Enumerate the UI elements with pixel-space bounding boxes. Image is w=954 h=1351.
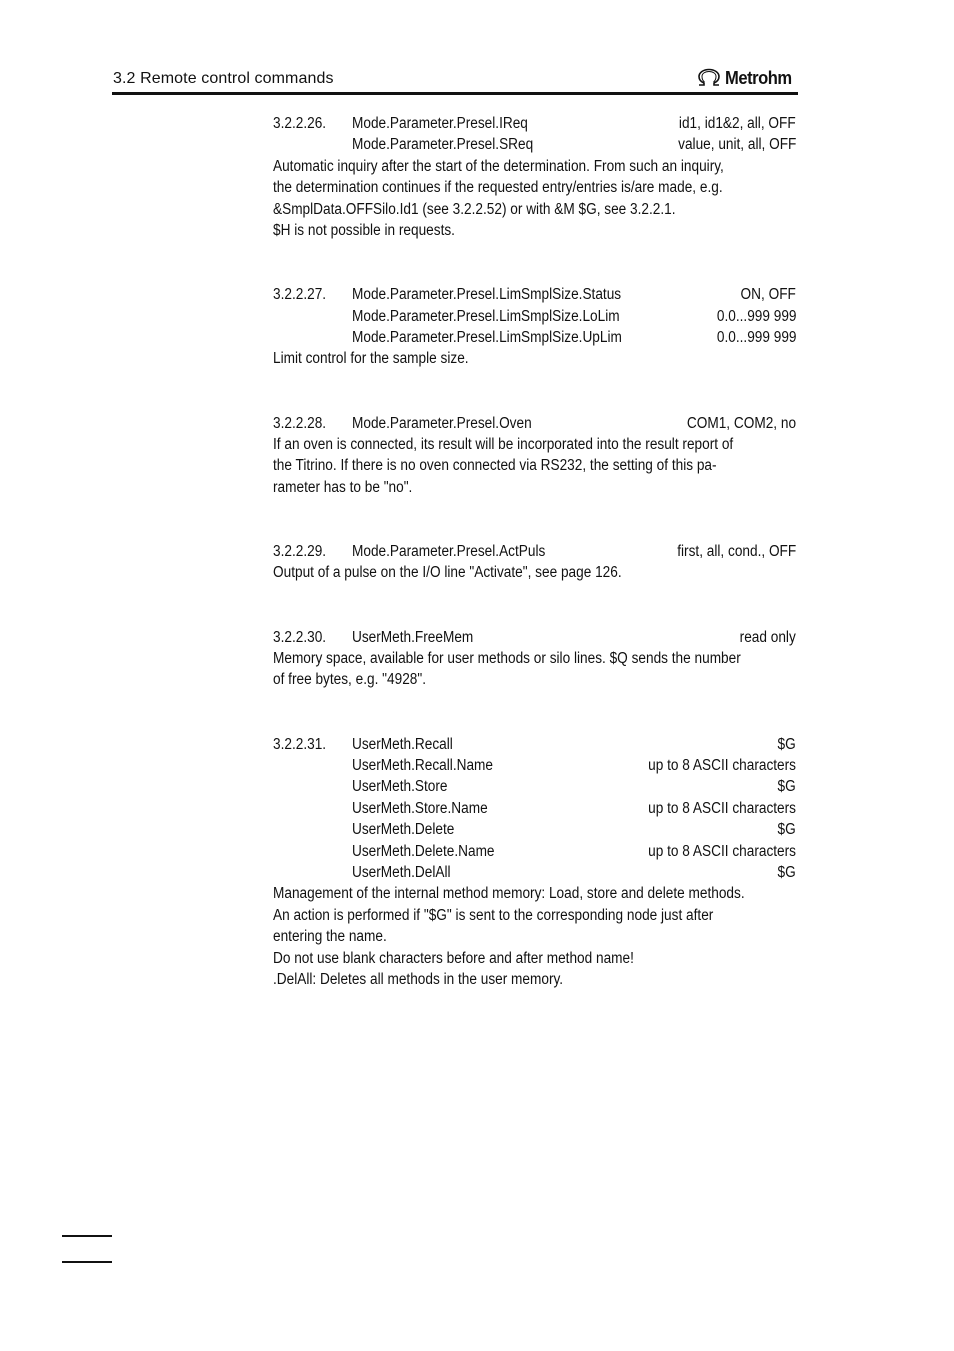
section-number: 3.2.2.28. (273, 414, 327, 432)
command-value-range: 0.0...999 999 (716, 307, 796, 325)
command-section (273, 413, 796, 499)
command-name: Mode.Parameter.Presel.IReq (352, 115, 528, 132)
section-number: 3.2.2.30. (273, 628, 327, 646)
header-divider (112, 92, 798, 95)
command-row (273, 755, 796, 776)
description-line: of free bytes, e.g. "4928". (273, 671, 427, 689)
command-name: UserMeth.FreeMem (352, 628, 474, 646)
command-section (273, 284, 796, 370)
section-number: 3.2.2.29. (273, 542, 327, 560)
section-header-title: 3.2 Remote control commands (113, 70, 334, 87)
command-value-range: up to 8 ASCII characters (648, 842, 796, 860)
description-line: the Titrino. If there is no oven connected via RS232, the setting of this pa- (273, 457, 717, 475)
description-line: the determination continues if the requested entry/entries is/are made, e.g. (273, 179, 723, 197)
description-line: Memory space, available for user methods or silo lines. $Q sends the number (273, 649, 741, 667)
description-line: &SmplData.OFFSilo.Id1 (see 3.2.2.52) or with &M $G, see 3.2.2.1. (273, 200, 676, 218)
description-line: Limit control for the sample size. (273, 350, 469, 368)
section-number: 3.2.2.31. (273, 735, 327, 753)
command-value-range: $G (777, 735, 796, 753)
command-name: Mode.Parameter.Presel.ActPuls (352, 542, 546, 560)
command-name: UserMeth.DelAll (352, 863, 451, 881)
description-line: Automatic inquiry after the start of the determination. From such an inquiry, (273, 157, 724, 175)
command-value-range: read only (739, 628, 796, 646)
command-section (273, 541, 796, 584)
command-row (273, 413, 796, 434)
command-row (273, 541, 796, 562)
command-value-range: $G (777, 778, 796, 796)
command-row (273, 327, 796, 348)
command-value-range: value, unit, all, OFF (677, 136, 796, 154)
command-name: Mode.Parameter.Presel.LimSmplSize.LoLim (352, 307, 620, 325)
command-name: Mode.Parameter.Presel.LimSmplSize.UpLim (352, 328, 622, 346)
command-row (273, 776, 796, 797)
command-value-range: COM1, COM2, no (686, 414, 796, 432)
command-name: Mode.Parameter.Presel.Oven (352, 414, 532, 432)
command-name: Mode.Parameter.Presel.SReq (352, 136, 534, 154)
command-row (273, 819, 796, 840)
command-value-range: $G (777, 863, 796, 881)
description-line: .DelAll: Deletes all methods in the user memory. (273, 970, 564, 988)
description-line: entering the name. (273, 928, 387, 946)
description-line: Management of the internal method memory: Load, store and delete methods. (273, 885, 745, 903)
command-value-range: 0.0...999 999 (716, 328, 796, 346)
command-section (273, 734, 796, 991)
description-line: Output of a pulse on the I/O line "Activate", see page 126. (273, 564, 622, 582)
command-value-range: first, all, cond., OFF (676, 542, 796, 560)
command-name: Mode.Parameter.Presel.LimSmplSize.Status (352, 286, 622, 304)
command-name: UserMeth.Recall (352, 735, 453, 753)
command-name: UserMeth.Delete.Name (352, 842, 495, 860)
command-row (273, 734, 796, 755)
description-line: rameter has to be "no". (273, 478, 413, 496)
command-row (273, 134, 796, 155)
command-row (273, 113, 796, 134)
description-line: Do not use blank characters before and after method name! (273, 949, 634, 967)
metrohm-omega-icon (696, 68, 722, 88)
section-number: 3.2.2.27. (273, 286, 327, 304)
command-row (273, 841, 796, 862)
command-name: UserMeth.Recall.Name (352, 756, 493, 774)
command-section (273, 627, 796, 691)
command-value-range: $G (777, 821, 796, 839)
footer-rule-bottom (62, 1261, 112, 1263)
footer-rule-top (62, 1235, 112, 1237)
command-value-range: up to 8 ASCII characters (648, 799, 796, 817)
description-line: If an oven is connected, its result will be incorporated into the result report of (273, 435, 734, 453)
metrohm-logo (696, 66, 798, 90)
command-row (273, 798, 796, 819)
description-line: An action is performed if "$G" is sent to the corresponding node just after (273, 906, 714, 924)
command-name: UserMeth.Delete (352, 821, 455, 839)
description-line: $H is not possible in requests. (273, 222, 455, 239)
command-row (273, 306, 796, 327)
logo-wordmark: Metrohm (725, 67, 792, 88)
command-row (273, 627, 796, 648)
command-section (273, 113, 796, 241)
command-row (273, 862, 796, 883)
command-row (273, 284, 796, 305)
command-value-range: up to 8 ASCII characters (648, 756, 796, 774)
command-value-range: id1, id1&2, all, OFF (679, 115, 796, 132)
command-name: UserMeth.Store.Name (352, 799, 488, 817)
command-name: UserMeth.Store (352, 778, 448, 796)
command-value-range: ON, OFF (740, 286, 796, 304)
section-number: 3.2.2.26. (273, 115, 327, 132)
command-reference-list (273, 113, 796, 1033)
